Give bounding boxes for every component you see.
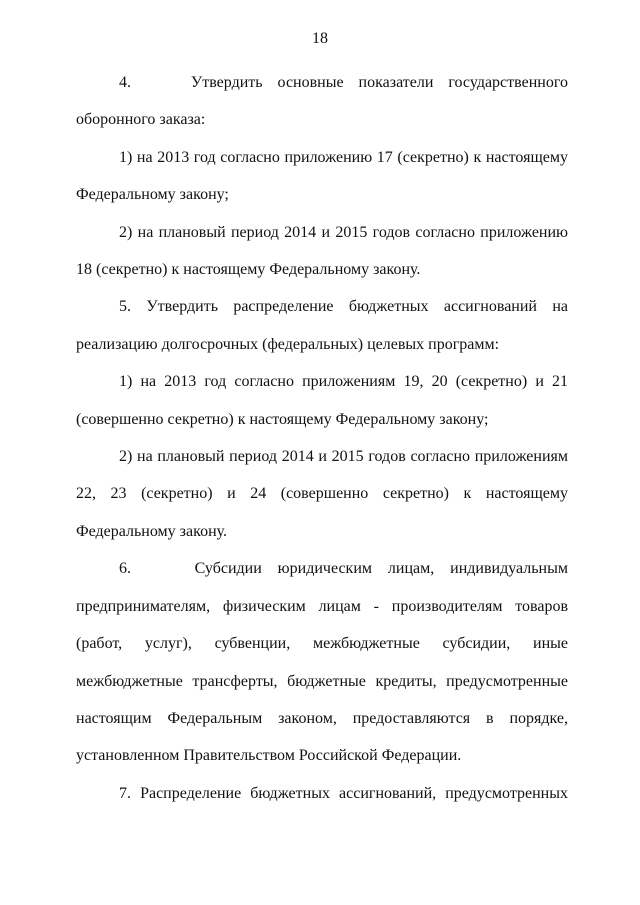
paragraph-5-intro: 5. Утвердить распределение бюджетных ассигнований на реализацию долгосрочных (федеральных) целевых программ: xyxy=(76,298,568,353)
document-body xyxy=(76,64,568,812)
page-number: 18 xyxy=(312,30,328,47)
paragraph-6: 6. Субсидии юридическим лицам, индивидуальным предпринимателям, физическим лицам - производителям товаров (работ, услуг), субвенции, межбюджетные субсидии, иные межбюджетные трансферты, бюджетные кредиты, предусмотренные настоящим Федеральным законом, предоставляются в порядке, установленном Правительством Российской Федерации. xyxy=(76,560,568,765)
paragraph-4-item-2: 2) на плановый период 2014 и 2015 годов согласно приложению 18 (секретно) к настоящему Федеральному закону. xyxy=(76,223,568,279)
paragraph-5-item-1: 1) на 2013 год согласно приложениям 19, 20 (секретно) и 21 (совершенно секретно) к настоящему Федеральному закону; xyxy=(76,373,568,428)
paragraph-4-intro: 4. Утвердить основные показатели государственного оборонного заказа: xyxy=(76,74,568,129)
paragraph-4-item-1: 1) на 2013 год согласно приложению 17 (секретно) к настоящему Федеральному закону; xyxy=(76,148,568,204)
paragraph-5-item-2: 2) на плановый период 2014 и 2015 годов согласно приложениям 22, 23 (секретно) и 24 (совершенно секретно) к настоящему Федеральному закону. xyxy=(76,448,568,540)
paragraph-7-start: 7. Распределение бюджетных ассигнований, предусмотренных xyxy=(119,784,568,802)
